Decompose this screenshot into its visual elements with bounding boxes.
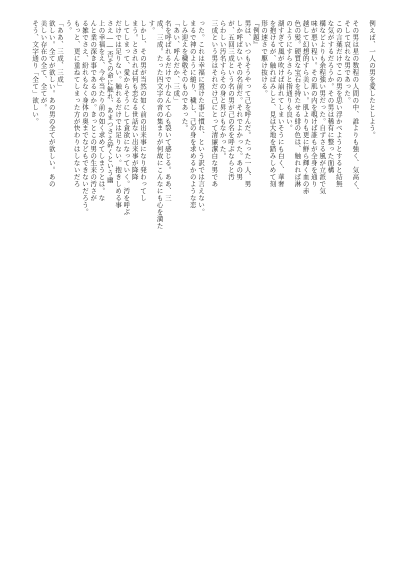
text-line: まう。とされれば何も恋なる世話ない出来事が降降 [130,20,139,181]
text-line: 名を呼ばれるだけで小なんて心も裂いて感じる。ああ、三 [163,20,172,202]
text-line: 上の幸福をえ、今や当たり前の如く求めてしまうとは。な [97,20,106,202]
text-line: しか呼ばないその名前だ。それでよかった。あの男 [235,20,244,181]
text-line: そして哀れな男であった。 [343,20,352,104]
text-line: 成、三成。たった四文字の音の集まりが何故にこんなにも心を満た [155,20,164,230]
text-line: しかし、その男が当然の如く前の出来事になり発わってし [139,20,148,202]
text-line: 「ああ、三成、三成」 [56,20,65,90]
text-line: だけでは足りない。触れるだけでは足りない。抱きしめる事 [114,20,123,209]
text-line: 越して幻想的すら美しい。肌よりも更に鮮ら輝く血の赤 [301,20,310,195]
text-line: 例えば、一人の男を愛したとしよう。 [368,20,376,139]
text-line: 欲しい。全てが欲しい。あの男の全てが欲しい。あの [47,20,56,188]
blank-line [359,20,367,551]
text-line: 男は、いつもそうやって己を呼んだ。たった一人、男 [243,20,252,188]
text-line: 構などよりも余程強い男だった。自ずさる風が立派で気 [318,20,327,195]
text-line: を抱けるが、触ればみしと、見は大地を踏みしめて刻 [268,20,277,188]
text-line: う。 [64,20,73,34]
text-line: な気がするだろうか。その男は稀有に整った面構 [326,20,335,174]
text-line: った。これは幸福に置けた事に慣れ、という訳では言えない。 [197,20,206,216]
text-line: らわしい汚名すらその身と昇びもなかった。 [218,20,227,160]
text-line: そう、文字通り「全て」欲しい。 [31,20,40,125]
text-line: この言葉だけでこの男を思い浮かべようとすると結無 [334,20,343,188]
text-line: 「あい、呼んだか、三成」 [172,20,181,104]
text-line: もっと、更に重ねてしまった方が快わりはしないだろ [72,20,81,188]
vertical-text-columns [31,20,376,551]
text-line: してしまって、愛からそうにして貪欲になっていく。汚を呼ぶ [122,20,131,216]
text-line: す。 [147,20,156,34]
text-line: まるで神のように縋り、穢し、己の身を求めるかのような恋 [188,20,197,209]
text-line: 美しい存在の全て、全てが。 [39,20,48,111]
text-line: さえ――否その命に触れ、あまつさえ砕くという幽 [105,20,114,184]
text-line: 味が悪い程い。その肌の内を覗けば誰もが全身を通り [309,20,318,188]
text-line: る雑でさえ、紛れもなく身体の奥までなどもできないだろう。 [80,20,89,216]
text-line: しみ迎えを穢敬そのものであった。 [180,20,189,132]
text-line: のようにすらさらと指通りも良い。 [285,20,294,132]
text-line: 形の速さで駆け抜ける。 [260,20,269,97]
text-line: が、五回三成という名の男が己の名を呼ぶならと汚 [226,20,235,181]
text-line: 『例題』 [251,20,260,48]
text-line: その男は星の数程の人間の中、誰よりも強く、気高く、 [351,20,360,195]
text-line: んと業の深き事であるのか。きっとこの男の生来の汚さが [89,20,98,202]
text-line: 湖すぎて風が吹けば崩れてしまいそうにも白く、華奢 [276,20,285,188]
text-line: 三成という男はそれだけ己にとって清廉潔白な男であ [210,20,219,188]
text-line: 色の髪。硬質な宝石を持たせる緋の色は、触れれば淋 [293,20,302,188]
